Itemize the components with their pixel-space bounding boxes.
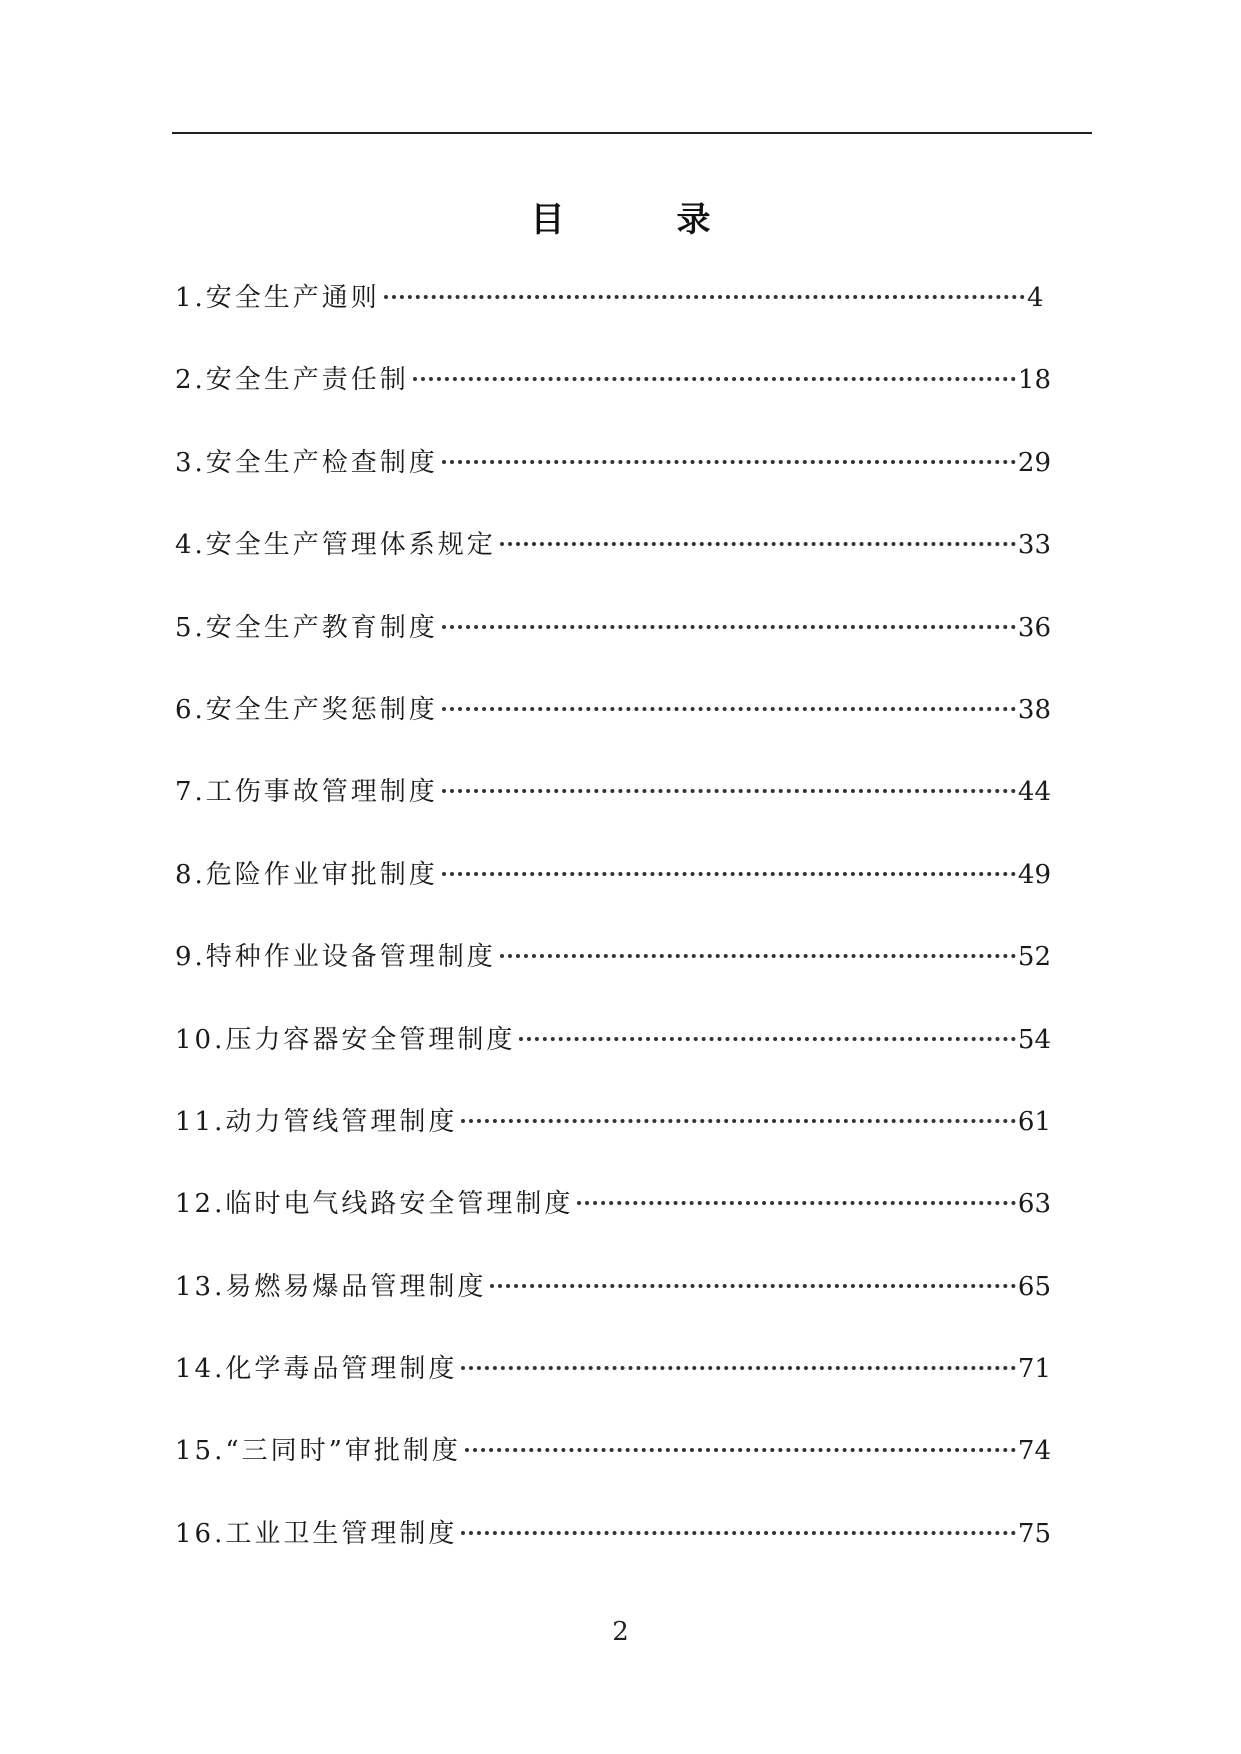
toc-entry-label: 2.安全生产责任制 (175, 365, 409, 396)
toc-entry-label: 8.危险作业审批制度 (175, 859, 438, 890)
toc-dot-leader (461, 1366, 1016, 1370)
toc-dot-leader (500, 954, 1016, 958)
toc-entry-page: 36 (1017, 612, 1051, 643)
toc-entry-label: 7.工伤事故管理制度 (175, 777, 438, 808)
toc-entry-page: 44 (1017, 777, 1051, 808)
page-number: 2 (612, 1617, 629, 1647)
toc-entry[interactable] (175, 1513, 1051, 1595)
toc-dot-leader (442, 872, 1016, 876)
toc-entry-page: 63 (1017, 1189, 1051, 1220)
toc-entry-page: 74 (1017, 1436, 1051, 1467)
toc-entry-label: 14.化学毒品管理制度 (175, 1354, 458, 1385)
toc-entry-page: 29 (1017, 447, 1051, 478)
toc-dot-leader (413, 377, 1016, 381)
toc-entry[interactable] (175, 936, 1051, 1018)
toc-entry[interactable] (175, 854, 1051, 936)
toc-entry[interactable] (175, 1348, 1051, 1430)
toc-title: 目录 (530, 200, 823, 240)
toc-entry-label: 5.安全生产教育制度 (175, 612, 438, 643)
toc-entry[interactable] (175, 1101, 1051, 1183)
toc-entry[interactable] (175, 1266, 1051, 1348)
toc-dot-leader (461, 1531, 1016, 1535)
toc-entry[interactable] (175, 689, 1051, 771)
toc-entry-label: 15.“三同时”审批制度 (175, 1436, 461, 1467)
toc-list (175, 277, 1051, 1595)
toc-entry-page: 49 (1017, 859, 1051, 890)
toc-entry[interactable] (175, 1019, 1051, 1101)
toc-entry-page: 52 (1017, 942, 1051, 973)
toc-entry[interactable] (175, 1430, 1051, 1512)
toc-entry-page: 38 (1017, 694, 1051, 725)
toc-entry-label: 10.压力容器安全管理制度 (175, 1024, 516, 1055)
toc-dot-leader (519, 1037, 1016, 1041)
toc-dot-leader (577, 1201, 1016, 1205)
toc-entry-page: 54 (1017, 1024, 1051, 1055)
toc-dot-leader (384, 295, 1025, 299)
toc-dot-leader (442, 625, 1016, 629)
toc-dot-leader (442, 707, 1016, 711)
toc-entry[interactable] (175, 442, 1051, 524)
toc-dot-leader (465, 1448, 1016, 1452)
toc-entry-label: 13.易燃易爆品管理制度 (175, 1271, 487, 1302)
toc-entry[interactable] (175, 524, 1051, 606)
toc-entry-page: 33 (1017, 530, 1051, 561)
header-rule (172, 132, 1092, 134)
toc-entry-page: 75 (1017, 1518, 1051, 1549)
toc-dot-leader (500, 542, 1016, 546)
toc-entry-page: 18 (1017, 365, 1051, 396)
toc-entry-label: 9.特种作业设备管理制度 (175, 942, 496, 973)
toc-entry-page: 61 (1017, 1106, 1051, 1137)
toc-entry-label: 3.安全生产检查制度 (175, 447, 438, 478)
toc-entry[interactable] (175, 607, 1051, 689)
toc-entry[interactable] (175, 359, 1051, 441)
toc-entry[interactable] (175, 1183, 1051, 1265)
toc-dot-leader (442, 789, 1016, 793)
toc-entry[interactable] (175, 277, 1051, 359)
toc-entry-label: 11.动力管线管理制度 (175, 1106, 458, 1137)
toc-dot-leader (442, 460, 1016, 464)
toc-entry-label: 1.安全生产通则 (175, 283, 380, 313)
toc-dot-leader (490, 1284, 1016, 1288)
toc-entry[interactable] (175, 771, 1051, 853)
toc-entry-label: 6.安全生产奖惩制度 (175, 694, 438, 725)
toc-entry-label: 4.安全生产管理体系规定 (175, 530, 496, 561)
toc-entry-page: 71 (1017, 1354, 1051, 1385)
toc-entry-label: 16.工业卫生管理制度 (175, 1518, 458, 1549)
toc-entry-page: 65 (1017, 1271, 1051, 1302)
toc-entry-label: 12.临时电气线路安全管理制度 (175, 1189, 574, 1220)
toc-entry-page: 4 (1027, 283, 1044, 313)
toc-dot-leader (461, 1119, 1016, 1123)
